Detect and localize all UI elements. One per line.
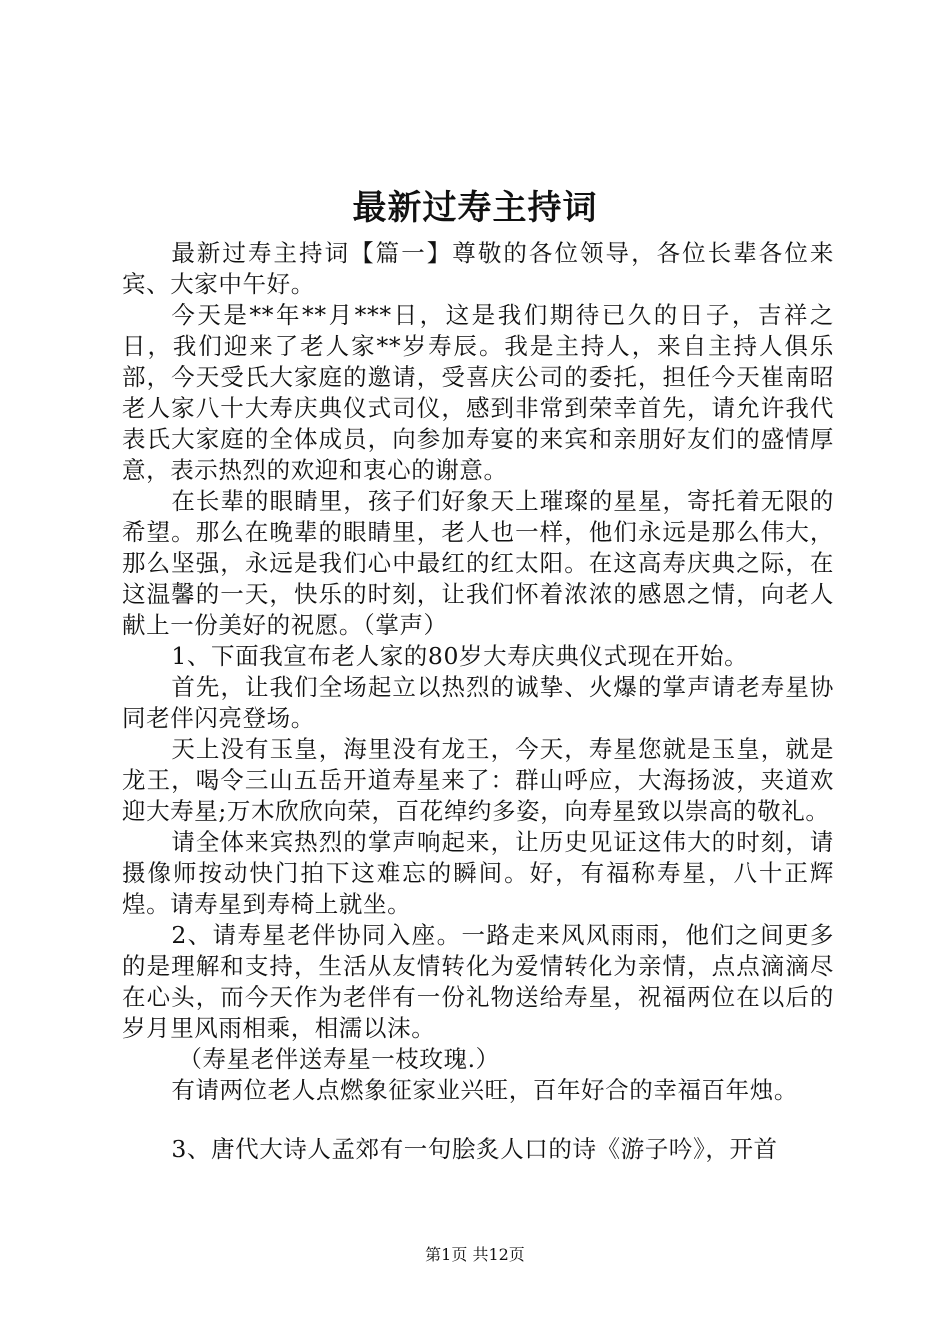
- paragraph: 在长辈的眼睛里，孩子们好象天上璀璨的星星，寄托着无限的希望。那么在晚辈的眼睛里，老人也一样，他们永远是那么伟大，那么坚强，永远是我们心中最红的红太阳。在这高寿庆典之际，在这温馨的一天，快乐的时刻，让我们怀着浓浓的感恩之情，向老人献上一份美好的祝愿。（掌声）: [122, 487, 834, 639]
- document-body: [122, 238, 834, 1165]
- paragraph: 首先，让我们全场起立以热烈的诚挚、火爆的掌声请老寿星协同老伴闪亮登场。: [122, 673, 834, 732]
- paragraph: （寿星老伴送寿星一枝玫瑰.）: [178, 1045, 500, 1073]
- paragraph: 2、请寿星老伴协同入座。一路走来风风雨雨，他们之间更多的是理解和支持，生活从友情转化为爱情转化为亲情，点点滴滴尽在心头，而今天作为老伴有一份礼物送给寿星，祝福两位在以后的岁月里风雨相乘，相濡以沫。: [122, 921, 834, 1042]
- document-title: 最新过寿主持词: [352, 188, 598, 228]
- paragraph: 最新过寿主持词【篇一】尊敬的各位领导，各位长辈各位来宾、大家中午好。: [122, 239, 834, 298]
- paragraph: 3、唐代大诗人孟郊有一句脍炙人口的诗《游子吟》，开首: [171, 1135, 778, 1163]
- paragraph: 今天是**年**月***日，这是我们期待已久的日子，吉祥之日，我们迎来了老人家**岁寿辰。我是主持人，来自主持人俱乐部，今天受氏大家庭的邀请，受喜庆公司的委托，担任今天崔南昭老人家八十大寿庆典仪式司仪，感到非常到荣幸首先，请允许我代表氏大家庭的全体成员，向参加寿宴的来宾和亲朋好友们的盛情厚意，表示热烈的欢迎和衷心的谢意。: [122, 301, 834, 484]
- paragraph: 有请两位老人点燃象征家业兴旺，百年好合的幸福百年烛。: [171, 1076, 798, 1104]
- paragraph: 请全体来宾热烈的掌声响起来，让历史见证这伟大的时刻，请摄像师按动快门拍下这难忘的瞬间。好，有福称寿星，八十正辉煌。请寿星到寿椅上就坐。: [122, 828, 834, 918]
- paragraph: 天上没有玉皇，海里没有龙王，今天，寿星您就是玉皇，就是龙王，喝令三山五岳开道寿星来了：群山呼应，大海扬波，夹道欢迎大寿星;万木欣欣向荣，百花绰约多姿，向寿星致以崇高的敬礼。: [122, 735, 834, 825]
- page-number-footer: 第1页 共12页: [425, 1245, 525, 1264]
- paragraph-gap: [122, 1106, 834, 1134]
- paragraph: 1、下面我宣布老人家的80岁大寿庆典仪式现在开始。: [171, 642, 749, 670]
